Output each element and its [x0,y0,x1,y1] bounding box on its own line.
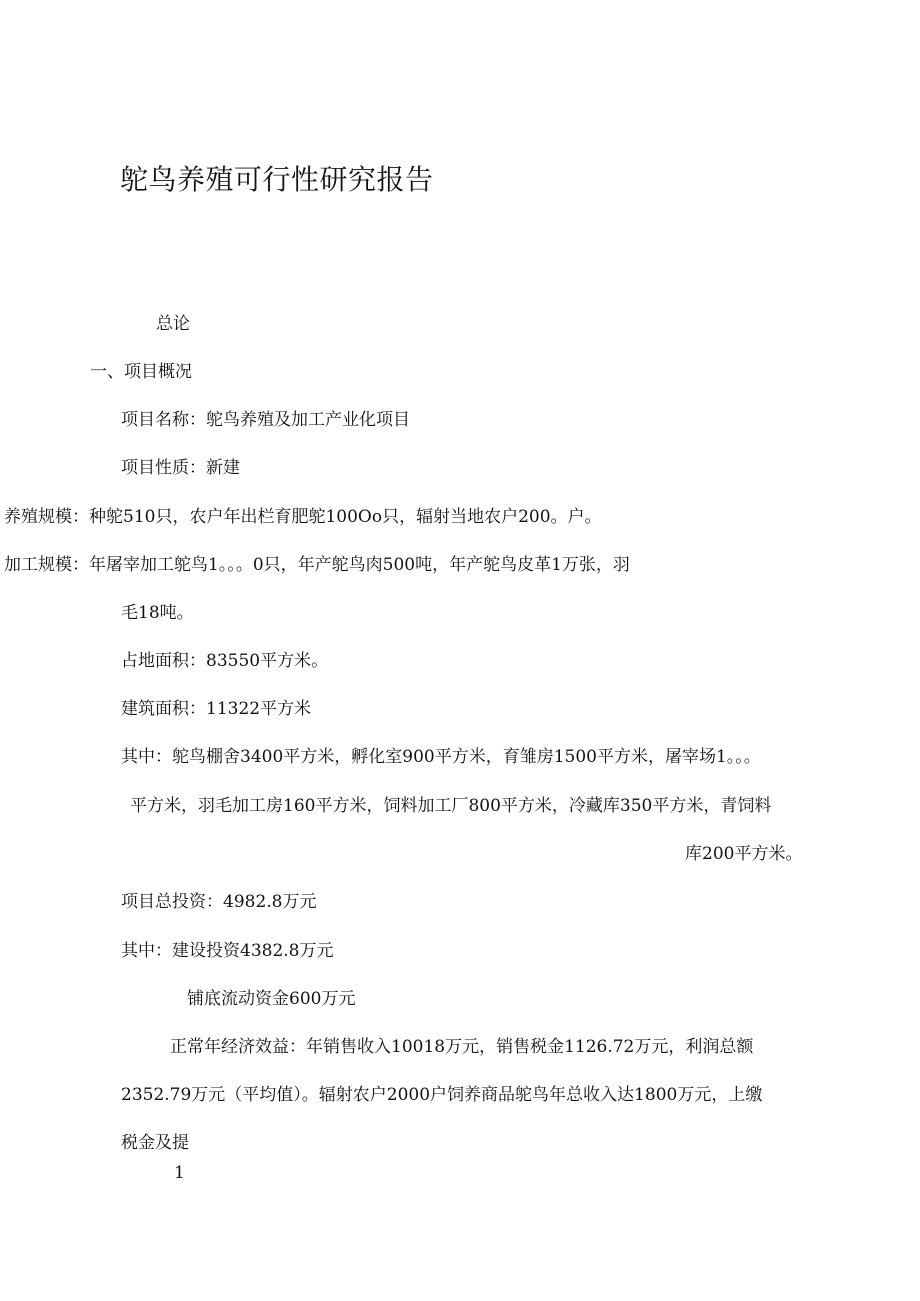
breeding-scale-line: 养殖规模：种鸵510只，农户年出栏育肥鸵100Oo只，辐射当地农户200。户。 [4,507,602,527]
total-investment-line: 项目总投资：4982.8万元 [121,892,317,912]
project-name-line: 项目名称：鸵鸟养殖及加工产业化项目 [121,410,410,430]
building-breakdown-line-2: 平方米，羽毛加工房160平方米，饲料加工厂800平方米，冷藏库350平方米，青饲料 [130,796,772,816]
page-number: 1 [174,1163,185,1183]
economic-benefits-line-2: 2352.79万元（平均值）。辐射农户2000户饲养商品鸵鸟年总收入达1800万元，上缴 [121,1085,763,1105]
land-area-line: 占地面积：83550平方米。 [121,651,329,671]
building-area-line: 建筑面积：11322平方米 [121,699,312,719]
economic-benefits-line-1: 正常年经济效益：年销售收入10018万元，销售税金1126.72万元，利润总额 [170,1037,754,1057]
processing-scale-line: 加工规模：年屠宰加工鸵鸟1。。。0只，年产鸵鸟肉500吨，年产鸵鸟皮革1万张，羽 [4,555,630,575]
building-breakdown-line-1: 其中：鸵鸟棚舍3400平方米，孵化室900平方米，育雏房1500平方米，屠宰场1。。。 [121,747,761,767]
section-heading: 总论 [156,314,190,334]
document-title: 鸵鸟养殖可行性研究报告 [120,163,434,196]
subsection-heading: 一、项目概况 [90,362,192,382]
working-capital-line: 铺底流动资金600万元 [187,989,356,1009]
project-nature-line: 项目性质：新建 [121,458,240,478]
economic-benefits-line-3: 税金及提 [121,1133,189,1153]
processing-scale-continuation: 毛18吨。 [121,603,194,623]
building-breakdown-line-3: 库200平方米。 [685,844,803,864]
construction-investment-line: 其中：建设投资4382.8万元 [121,941,334,961]
